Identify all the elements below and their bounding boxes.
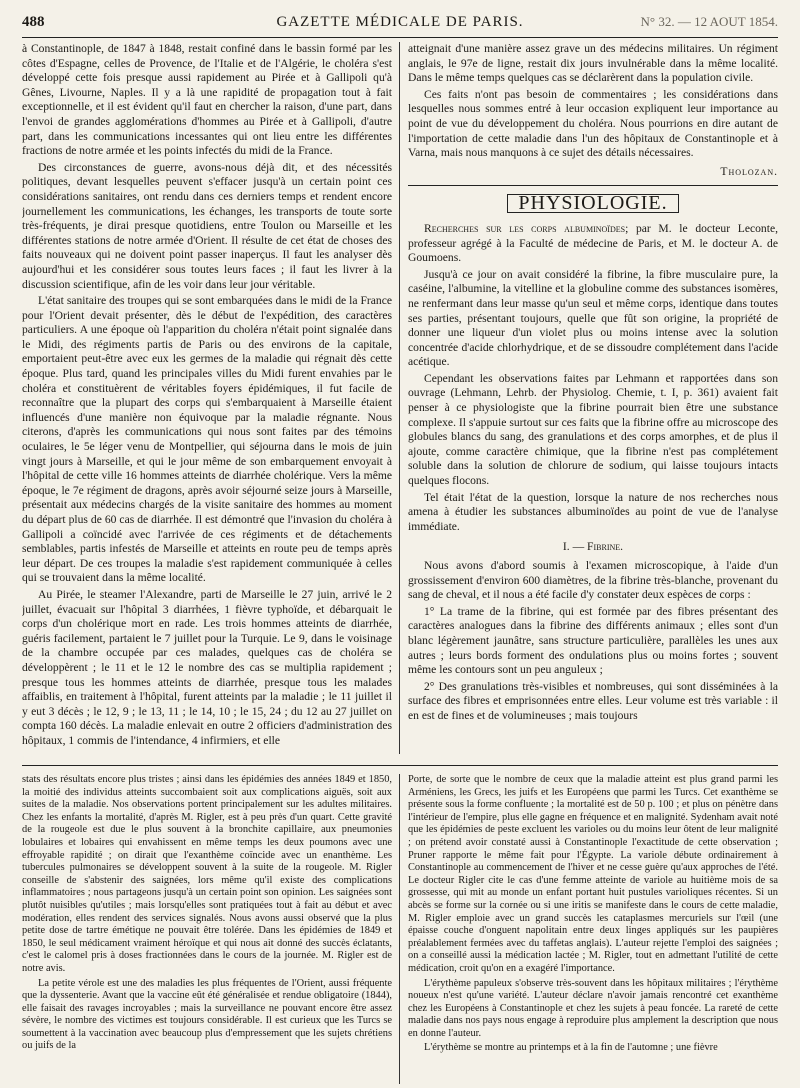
paragraph: à Constantinople, de 1847 à 1848, restait confiné dans le bassin formé par les côtes d'Espagne, celles de Provence, de l'Italie et de l'Algérie, le choléra s'est développé cette fois presque aussi rapidement au Pirée et à Gallipoli qu'à Gênes, Livourne, Naples. Il y a là une rapidité de propagation tout à fait exceptionnelle, et il est évident qu'il faut en chercher la raison, d'une part, dans l'envoi de grandes agglomérations d'hommes au Pirée et à Gallipoli, d'autre part, dans les communications incessantes qui ont lieu entre les différentes fractions de notre armée et les points infectés du midi de la France. [22,42,392,158]
feuilleton-rule [22,765,778,766]
section-heading-label: PHYSIOLOGIE. [507,194,678,213]
paragraph: Tel était l'état de la question, lorsque la nature de nos recherches nous amena à étudier les substances albuminoïdes au point de vue de l'analyse immédiate. [408,490,778,533]
issue-stamp: N° 32. — 12 AOUT 1854. [640,14,778,29]
paragraph: Au Pirée, le steamer l'Alexandre, parti de Marseille le 27 juin, arrivé le 2 juillet, évacuait sur l'hôpital 3 diarrhées, 1 fièvre typhoïde, et débarquait le corps d'un cholérique mort en rade. Les trois hommes atteints de diarrhée, guéris facilement, partaient le 7 juillet pour la Turquie. Le 9, dans le voisinage de la chambre occupée par ces malades, quelques cas de choléra se développèrent ; le 11 et le 12 le nombre des cas se multiplia rapidement ; presque tous les hommes atteints de diarrhée, presque tous les malades affaiblis, en traitement à l'hôpital, furent atteints par la maladie ; le 11 juillet il y eut 3 décès ; le 12, 9 ; le 13, 11 ; le 14, 10 ; le 15, 24 ; du 12 au 27 juillet on compta 160 décès. La maladie enlevait en outre 2 officiers d'administration des hôpitaux, 1 commis de l'intendance, 4 infirmiers, et elle [22,587,392,747]
paragraph: stats des résultats encore plus tristes ; ainsi dans les épidémies des années 1849 et 1850, la moitié des individus atteints succombaient soit aux complications aiguës, soit aux suites de la maladie. Nos observations portent principalement sur les adultes militaires. Chez les enfants la mortalité, d'après M. Rigler, est à peu près d'un quart. Cette gravité de la rougeole est due le plus souvent à la bronchite capillaire, aux pneumonies lobulaires et lobaires qui envahissent en même temps les deux poumons avec une effroyable rapidité ; on dirait que l'exanthème coïncide avec un enanthème. Les tubercules pulmonaires se développent souvent à la suite de la rougeole. M. Rigler conseille de s'abstenir des saignées, lors même qu'il existe des complications inflammatoires ; nous partageons jusqu'à un certain point son opinion. Les saignées sont plutôt nuisibles qu'utiles ; mais lorsqu'elles sont pratiquées tout à fait au début et avec modération, elles rendent des services signalés. Nous avons aussi observé que la plus petite dose de tartre émétique ne pouvait être tolérée. Dans les épidémies de 1849 et 1850, le seul médicament vraiment héroïque et qui nous ait donné des succès éclatants, c'est le calomel pris à doses fractionnées dans le cours de la journée. M. Rigler est de notre avis. [22,774,392,974]
paragraph: Cependant les observations faites par Lehmann et rapportées dans son ouvrage (Lehmann, Lehrb. der Physiolog. Chemie, t. I, p. 361) avaient fait penser à ce physiologiste que la fibrine pourrait bien être une substance complexe. Il s'appuie surtout sur ces faits que la fibrine offre au microscope des globules blancs du sang, des granulations et des corps amorphes, et de plus il ajoute, comme caractère chimique, que la fibrine n'est pas complétement soluble dans la solution de chlorure de sodium, qui laisse toujours intacts quelques flocons. [408,371,778,488]
paragraph: La petite vérole est une des maladies les plus fréquentes de l'Orient, aussi fréquente que la dyssenterie. Avant que la vaccine eût été généralisée et rendue obligatoire (1844), elle faisait des ravages incroyables ; mais la surveillance ne pouvant encore être assez sévère, le nombre des victimes est toujours considérable. Il est curieux que les Turcs se soumettent à la vaccination avec beaucoup plus d'empressement que les sujets chrétiens ou juifs de la [22,977,392,1052]
article-title-rest: ; par M. le docteur Leconte, professeur agrégé à la Faculté de médecine de Paris, et M. le docteur A. de Goumoens. [408,221,778,265]
header-rule [22,37,778,38]
column-lower-left [22,774,392,1082]
paragraph: L'état sanitaire des troupes qui se sont embarquées dans le midi de la France pour l'Orient devait présenter, dès le début de l'expédition, des caractères particuliers. A une époque où l'apparition du choléra n'était point signalée dans le Midi, des régiments partis de Paris ou des environs de la capitale, emportaient peut-être avec eux les germes de la maladie qui régnait dès cette époque. Plus tard, quand les principales villes du Midi furent envahies par le choléra et constituèrent de véritables foyers épidémiques, il fut facile de reconnaître que la plupart des corps qui s'embarquaient à Marseille étaient influencés d'une manière non équivoque par la maladie régnante. Nous citerons, d'après les communications qui nous sont faites par des témoins oculaires, le 5e léger venu de Montpellier, qui séjourna dans le mois de juin vingt jours à Marseille, et qui le jour même de son embarquement envoyait à l'hôpital de cette ville 16 hommes atteints de diarrhée cholérique. Vers la même époque, le 7e régiment de dragons, après avoir séjourné seize jours à Marseille, présentait aux médecins chargés de la visite sanitaire des hommes au moment du départ plus de 60 cas de diarrhée. Il est démontré que l'invasion du choléra à Gallipoli a coïncidé avec l'arrivée de ces régiments et de détachements semblables, partis infestés de Marseille et atteints en route peu de temps après leur départ. De ces troupes la maladie s'est rapidement communiquée à celles qui se trouvaient dans la même localité. [22,294,392,585]
column-lower-right [408,774,778,1082]
column-upper-left [22,42,392,750]
paragraph: 2° Des granulations très-visibles et nombreuses, qui sont disséminées à la surface des fibres et emprisonnées entre elles. Leur volume est très variable : il en est de fines et de volumineuses ; mais toujours [408,679,778,722]
paragraph: Porte, de sorte que le nombre de ceux que la maladie atteint est plus grand parmi les Arméniens, les Grecs, les juifs et les Européens que parmi les Turcs. Cet exanthème se présente sous la forme confluente ; la mortalité est de 50 p. 100 ; et plus on pénètre dans l'intérieur de l'empire, plus elle gagne en fréquence et en malignité. Sydenham avait noté que les épidémies de peste excluent les varioles ou du moins leur ôtent de leur malignité ; on prétend avoir constaté aussi à Constantinople l'exactitude de cette observation ; Pruner rapporte le même fait pour l'Égypte. La variole débute ordinairement à Constantinople au commencement de l'hiver et ne cesse guère qu'aux approches de l'été. Le docteur Rigler cite le cas d'une femme atteinte de variole au huitième mois de sa grossesse, qui mit au monde un enfant portant huit pustules varioliques récentes. Si un abcès se forme sur la cornée ou si une iritis se manifeste dans le cours de cette maladie, M. Rigler emploie avec un grand succès les cataplasmes mercuriels sur l'œil (une épaisse couche d'onguent napolitain entre deux linges appliqués sur les paupières préalablement fermées avec du taffetas anglais). L'auteur rejette l'emploi des saignées ; on a conseillé aussi la médication lactée ; M. Rigler, tout en admettant l'utilité de cette médication, croit qu'on en a exagéré l'importance. [408,774,778,974]
article-title-lead: Recherches sur les corps albuminoïdes [424,221,626,235]
paragraph: L'érythème papuleux s'observe très-souvent dans les hôpitaux militaires ; l'érythème noueux n'est qu'une variété. L'auteur déclare n'avoir jamais rencontré cet exanthème chez les Européens à Constantinople et chez les sujets à peau foncée. La rareté de cette maladie dans nos pays nous engage à reproduire plus amplement la description que nous en donne l'auteur. [408,977,778,1039]
paragraph: atteignait d'une manière assez grave un des médecins militaires. Un régiment anglais, le 97e de ligne, restait dix jours invulnérable dans la même localité. Dans le même temps quelques cas se déclarèrent dans la population civile. [408,42,778,85]
column-upper-right [408,42,778,750]
subheading: I. — Fibrine. [562,540,624,554]
paragraph: 1° La trame de la fibrine, qui est formée par des fibres présentant des caractères analogues dans la fibrine des différents animaux ; elles sont d'un blanc légèrement jaunâtre, sans structure particulière, parallèles les unes aux autres ; leurs bords forment des ondulations plus ou moins fortes ; souvent même les contours sont un peu anguleux ; [408,604,778,677]
paragraph: Jusqu'à ce jour on avait considéré la fibrine, la fibre musculaire pure, la caséine, l'albumine, la vitelline et la globuline comme des substances isomères, ne renfermant dans leur masse qu'un seul et même corps, identique dans toutes ses parties, présentant toujours, quelle que fût son origine, la propriété de donner une liqueur d'un violet plus ou moins intense avec la solution concentrée d'acide chlorhydrique, et de se dissoudre complétement dans l'acide acétique. [408,267,778,369]
section-heading [408,194,778,214]
paragraph: Ces faits n'ont pas besoin de commentaires ; les considérations dans lesquelles nous sommes entré à leur occasion expliquent leur importance au point de vue du développement du choléra. Nous pourrions en dire autant de l'importation de cette maladie dans l'un des hôpitaux de Constantinople et à Varna, mais nous manquons à ce sujet des détails nécessaires. [408,87,778,160]
paragraph: L'érythème se montre au printemps et à la fin de l'automne ; une fièvre [424,1042,718,1054]
column-divider [399,774,400,1084]
article-title [408,222,778,266]
column-divider [399,42,400,754]
paragraph: Nous avons d'abord soumis à l'examen microscopique, à l'aide d'un grossissement d'environ 600 diamètres, de la fibrine très-blanche, provenant du sang de cheval, et il nous a été facile d'y constater deux espèces de corps : [408,559,778,602]
page-number: 488 [22,14,45,30]
journal-title: GAZETTE MÉDICALE DE PARIS. [276,14,524,30]
page-header [22,14,778,36]
paragraph: Des circonstances de guerre, avons-nous déjà dit, et des nécessités politiques, devant lesquelles peuvent s'effacer jusqu'à un certain point ces considérations sanitaires, ont rendu dans ces derniers temps et rendent encore journellement les communications, les échanges, les transports de toute sorte très-fréquents, je dirai presque quotidiens, entre Toulon ou Marseille et les différentes stations de notre armée d'Orient. Il résulte de cet état de choses des faits nouveaux qui ne doivent point passer inaperçus. Il faut les analyser dès aujourd'hui et les considérer sous toutes leurs faces ; il faut les livrer à la discussion scientifique, afin de les voir dans leur jour véritable. [22,160,392,291]
author-signature: Tholozan. [720,164,778,178]
section-rule [408,185,778,186]
